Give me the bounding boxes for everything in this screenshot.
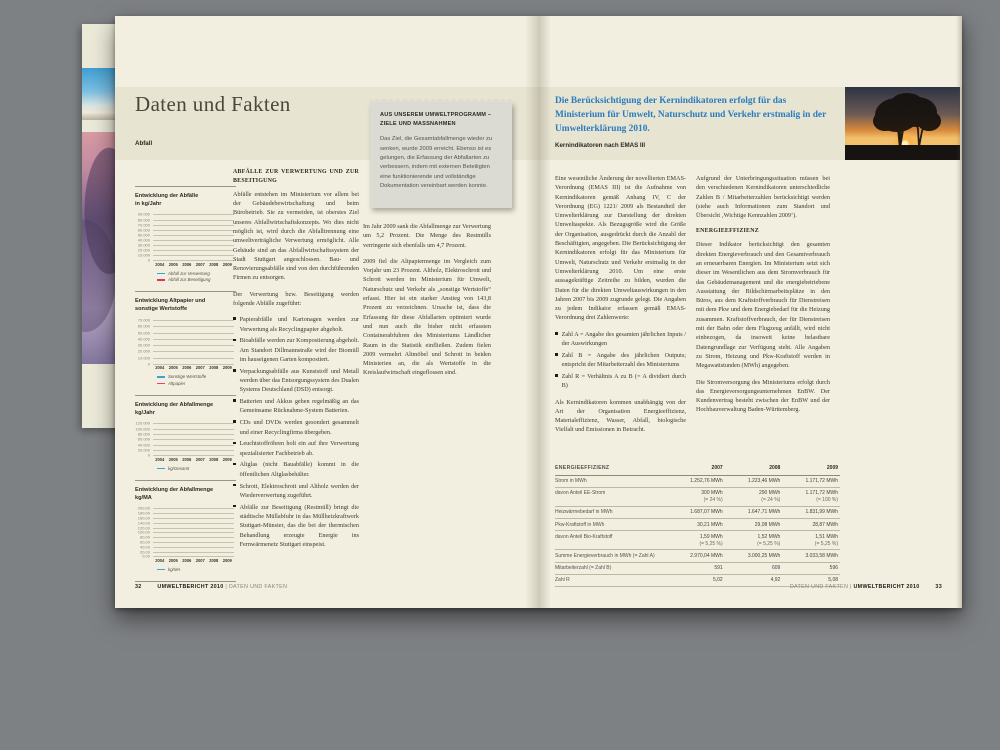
chart-subtitle: kg/Jahr <box>135 409 155 416</box>
cell <box>667 565 725 571</box>
page-number: 33 <box>935 584 942 590</box>
y-axis-tick-label: 60.000 <box>137 323 150 329</box>
chart-subtitle: in kg/Jahr <box>135 200 162 207</box>
bullet-item: CDs und DVDs werden gesondert gesammelt und einer Recyclingfirma übergeben. <box>233 418 359 437</box>
y-axis-tick-label: 40,00 <box>139 544 150 550</box>
cell <box>725 534 783 547</box>
cell-value: 5,08 <box>828 577 839 584</box>
x-axis-tick-label: 2008 <box>209 365 219 371</box>
cell-value: 1,59 MWh <box>699 533 723 540</box>
table-row <box>555 476 840 488</box>
sky-photo <box>82 68 116 120</box>
chart-plot-area <box>137 505 234 559</box>
bars-layer <box>153 508 234 556</box>
cell <box>782 577 840 583</box>
cell-value: 1.171,72 MWh <box>805 478 839 485</box>
x-axis-tick-label: 2009 <box>222 557 232 563</box>
paragraph: Als Kernindikatoren kommen unabhängig von der Art der Organisation Energieeffizienz, Materialeffizienz, Wasser, Abfall, biologische Vielfalt und Emissionen in Betracht. <box>555 398 686 434</box>
x-axis-tick-label: 2006 <box>182 261 192 267</box>
bars-layer <box>153 423 234 455</box>
y-axis-tick-label: 50.000 <box>137 232 150 238</box>
legend-swatch <box>157 468 165 470</box>
x-axis-tick-label: 2006 <box>182 557 192 563</box>
chart-legend <box>157 466 236 471</box>
note-body: Das Ziel, die Gesamtabfallmenge wieder zu senken, wurde 2009 erreicht. Ebenso ist es gelungen, die Erfassung der Abfallarten zu verbessern, indem mit externen Beteiligten eine funktionierende und vollständige Dokumentation vereinbart werden konnte. <box>380 136 493 190</box>
row-label: davon Anteil Bio-Kraftstoff <box>555 533 613 540</box>
x-axis <box>153 262 234 267</box>
table-row <box>555 507 840 519</box>
cell <box>782 490 840 503</box>
bullet-item: Bioabfälle werden zur Kompostierung abgeholt. Am Standort Dillmannstraße wird der Biomüll im hauseigenen Garten kompostiert. <box>233 336 359 364</box>
x-axis-tick-label: 2008 <box>209 557 219 563</box>
cell-value: 596 <box>829 565 839 572</box>
cell-value: 1.252,76 MWh <box>690 478 723 485</box>
footer-divider: | <box>849 584 852 590</box>
bullet-item: Verpackungsabfälle aus Kunststoff und Metall werden über das Entsorgungssystem des Dualen Systems Deutschland (DSD) entsorgt. <box>233 367 359 395</box>
legend-entry <box>157 381 236 386</box>
chart-altpapier-wertstoffe <box>135 291 236 385</box>
x-axis-tick-label: 2009 <box>222 456 232 462</box>
legend-label: Altpapier <box>168 380 186 386</box>
bars-layer <box>153 320 234 364</box>
cell-value: 1.647,71 MWh <box>747 509 781 516</box>
table-row <box>555 563 840 575</box>
legend-swatch <box>157 383 165 385</box>
paragraph: Dieser Indikator berücksichtigt den gesamten direkten Energieverbrauch und den Gesamtverbrauch an erneuerbaren Energien. Im Ministerium setzt sich dieser im Wesentlichen aus dem Stromverbrauch für das Gebäudemanagement und die energiebetriebene Ausstattung der Bildschirmarbeitsplätze in den Büros, aus dem Kraftstoffverbrauch für Dienstreisen mit dem Pkw und dem Energiebedarf für die Heizung zusammen. Kraftstoffverbrauch, der für Dienstreisen mit der Bahn oder dem Flugzeug anfällt, wird nicht einbezogen, da insoweit keine belastbare Datengrundlage zur Verfügung steht. Alle Angaben zu Strom, Heizung und Pkw-Kraftstoff werden in Megawattstunden (MWh) angegeben. <box>696 241 830 370</box>
chart-legend <box>157 374 236 386</box>
x-axis-tick-label: 2007 <box>195 261 205 267</box>
y-axis-tick-label: 20.000 <box>137 348 150 354</box>
tree-sunset-photo <box>845 87 960 160</box>
page-left <box>115 16 538 608</box>
cell <box>667 490 725 503</box>
y-axis-tick-label: 140,00 <box>137 520 150 526</box>
footer-section: DATEN UND FAKTEN <box>789 584 849 590</box>
y-axis-tick-label: 80,00 <box>139 534 150 540</box>
cell <box>667 509 725 515</box>
x-axis-tick-label: 2004 <box>155 365 165 371</box>
y-axis-tick-label: 10.000 <box>137 252 150 258</box>
legend-label: Abfall zur Verwertung <box>168 270 210 276</box>
y-axis-tick-label: 0 <box>147 361 150 367</box>
emas-subheading: Kernindikatoren nach EMAS III <box>555 142 646 149</box>
cell-value: 290 MWh <box>758 490 781 497</box>
cell <box>667 577 725 583</box>
y-axis-tick-label: 0,00 <box>142 553 150 559</box>
legend-entry <box>157 466 236 471</box>
cell-note: (= 100 %) <box>816 497 839 504</box>
cell <box>667 534 725 547</box>
energieeffizienz-table <box>555 462 840 587</box>
legend-entry <box>157 374 236 379</box>
footer-report-title: UMWELTBERICHT 2010 <box>157 584 224 590</box>
cell-note: (= 5,25 %) <box>757 540 781 547</box>
cell <box>725 553 783 559</box>
row-label: Mitarbeiterzahl (= Zahl B) <box>555 565 612 572</box>
cell <box>667 478 725 484</box>
chart-title: Entwicklung der Abfallmenge <box>135 401 214 408</box>
y-axis-tick-label: 70.000 <box>137 222 150 228</box>
cell-value: 591 <box>714 565 723 572</box>
chart-subtitle: sonstige Wertstoffe <box>135 306 188 313</box>
paragraph: Eine wesentliche Änderung der novellierten EMAS-Verordnung (EMAS III) ist die Aufnahme von Kernindikatoren gemäß Anhang IV, C der Verordnung (EG) 1221/ 2009 als Bestandteil der Umwelterklärung zur Darstellung der direkten Umweltaspekte. Als Bezugsgröße wird die Größe der Organisation, ausgedrückt durch die Anzahl der Beschäftigten, angegeben. Die Berücksichtigung der Kernindikatoren erfolgt für das Ministerium für Umwelt, Naturschutz und Verkehr erstmalig in der Umwelterklärung 2010. Um eine erste aussagekräftige Zeitreihe zu bilden, wurden die Daten für die direkten Umweltauswirkungen in den Jahren 2007 bis 2009 zugrunde gelegt. Die Angaben zu jedem Indikator erfassen gemäß EMAS-Verordnung drei Zahlenwerte: <box>555 175 686 322</box>
bullet-item: Leuchtstoffröhren holt ein auf ihre Verwertung spezialisierter Fachbetrieb ab. <box>233 439 359 458</box>
cell-note: (= 24 %) <box>703 497 723 504</box>
y-axis-tick-label: 60,00 <box>139 539 150 545</box>
legend-entry <box>157 271 236 276</box>
cell <box>725 522 783 528</box>
page-title: Daten und Fakten <box>135 92 291 116</box>
tree-sunset-illustration <box>845 87 960 160</box>
chart-title: Entwicklung Altpapier und <box>135 298 206 305</box>
paragraph: Im Jahr 2009 sank die Abfallmenge zur Verwertung um 5,2 Prozent. Die Menge des Restmülls verringerte sich ebenfalls um 4,7 Prozent. <box>363 223 491 249</box>
cell <box>782 534 840 547</box>
cell-value: 2.970,04 MWh <box>690 553 723 560</box>
right-footer <box>790 584 942 590</box>
cell-value: 3.000,25 MWh <box>747 553 781 560</box>
waste-bullet-list <box>233 315 359 549</box>
cell <box>667 553 725 559</box>
gridline <box>153 364 234 365</box>
chart-abfallmenge-kg-jahr <box>135 395 236 471</box>
mountain-photo <box>82 132 116 364</box>
y-axis-tick-label: 0 <box>147 452 150 458</box>
x-axis-tick-label: 2009 <box>222 365 232 371</box>
paragraph: Die Stromversorgung des Ministeriums erfolgt durch das Energieversorgungsunternehmen EnBW. Der Kundenvertrag besteht zwischen der EnBW und der Hochbauverwaltung Baden-Württemberg. <box>696 378 830 414</box>
legend-label: kg/Gesamt <box>168 465 190 471</box>
cell <box>725 509 783 515</box>
bars-layer <box>153 214 234 260</box>
charts-column <box>135 186 236 591</box>
legend-label: kg/MA <box>168 566 181 572</box>
cell-value: 3.033,58 MWh <box>805 553 839 560</box>
cell-value: 1.687,07 MWh <box>690 509 723 516</box>
cell-value: 1,51 MWh <box>815 533 839 540</box>
y-axis-tick-label: 100.000 <box>135 426 150 432</box>
legend-label: Sonstige Wertstoffe <box>168 374 207 380</box>
cell-value: 28,87 MWh <box>812 521 839 528</box>
year-column-header: 2009 <box>826 465 839 471</box>
cell-note: (= 5,25 %) <box>814 540 839 547</box>
cell-value: 1.223,46 MWh <box>747 478 781 485</box>
y-axis-tick-label: 60.000 <box>137 436 150 442</box>
chart-legend <box>157 271 236 283</box>
page-number: 32 <box>135 584 142 590</box>
year-column-header: 2008 <box>769 465 781 471</box>
x-axis-tick-label: 2004 <box>155 557 165 563</box>
section-label: Abfall <box>135 140 153 147</box>
footer-report-title: UMWELTBERICHT 2010 <box>853 584 920 590</box>
cell-value: 1.831,99 MWh <box>805 509 839 516</box>
cell-note: (= 5,25 %) <box>699 540 723 547</box>
y-axis-tick-label: 160,00 <box>137 515 150 521</box>
bullet-item: Zahl R = Verhältnis A zu B (= A dividiert durch B) <box>555 372 686 391</box>
y-axis-tick-label: 20,00 <box>139 549 150 555</box>
x-axis-tick-label: 2004 <box>155 456 165 462</box>
legend-swatch <box>157 279 165 281</box>
row-label: Summe Energieverbrauch in MWh (= Zahl A) <box>555 553 655 560</box>
cell-value: 1,52 MWh <box>757 533 781 540</box>
cell <box>782 478 840 484</box>
y-axis-tick-label: 20.000 <box>137 447 150 453</box>
table-row <box>555 519 840 531</box>
table-row <box>555 488 840 507</box>
cell <box>725 478 783 484</box>
chart-subtitle: kg/MA <box>135 494 152 501</box>
left-footer <box>135 584 287 590</box>
note-heading: AUS UNSEREM UMWELTPROGRAMM – ZIELE UND MASSNAHMEN <box>380 112 492 127</box>
y-axis-tick-label: 40.000 <box>137 336 150 342</box>
paragraph: 2009 fiel die Altpapiermenge im Vergleich zum Vorjahr um 23 Prozent. Altholz, Elektroschrott und Schrott werden im Ministerium für Umwelt, Naturschutz und Verkehr als „sonstige Wertstoffe“ erfasst. Hier ist ein starker Anstieg von 143,8 Prozent zu verzeichnen. Ursache ist, dass die Erfassung für diese Abfallarten optimiert wurde und nun auch die bisher nicht erfassten Containerabfuhren des Ministeriums Ländlicher Raum in die Statistik einfließen. Zudem fielen 2009 vermehrt Altmöbel und Schrott in beiden Ministerien an, die als Wertstoffe in die Kreislaufwirtschaft eingeflossen sind. <box>363 257 491 377</box>
cell <box>782 565 840 571</box>
paragraph: Aufgrund der Unterbringungssituation müssen bei den verschiedenen Kernindikatoren unterschiedliche Zahlen B / Mitarbeiterzahlen berücksichtigt werden (siehe auch Informationen zum Standort und Übersicht ‚Wichtige Kennzahlen 2009‘). <box>696 175 830 220</box>
y-axis-tick-label: 70.000 <box>137 317 150 323</box>
cell <box>782 509 840 515</box>
y-axis-tick-label: 80.000 <box>137 431 150 437</box>
cell-value: 29,08 MWh <box>754 521 781 528</box>
y-axis-tick-label: 180,00 <box>137 510 150 516</box>
year-column-header: 2007 <box>711 465 723 471</box>
x-axis-tick-label: 2006 <box>182 456 192 462</box>
bullet-item: Batterien und Akkus gehen regelmäßig an das Gemeinsame Rücknahme-System Batterien. <box>233 397 359 416</box>
gridline <box>153 260 234 261</box>
right-text-column-2 <box>696 174 830 422</box>
x-axis-tick-label: 2005 <box>168 456 178 462</box>
energieeffizienz-heading: ENERGIEEFFIZIENZ <box>696 228 759 235</box>
cell <box>725 490 783 503</box>
row-label: davon Anteil EE-Strom <box>555 490 606 497</box>
bullet-item: Papierabfälle und Kartonagen werden zur Verwertung als Recyclingpapier abgeholt. <box>233 315 359 334</box>
paragraph: Der Verwertung bzw. Beseitigung werden folgende Abfälle zugeführt: <box>233 290 359 307</box>
y-axis-tick-label: 200,00 <box>137 505 150 511</box>
x-axis-tick-label: 2006 <box>182 365 192 371</box>
x-axis-tick-label: 2009 <box>222 261 232 267</box>
page-right <box>538 16 962 608</box>
chart-title: Entwicklung der Abfälle <box>135 193 199 199</box>
chart-plot-area <box>137 317 234 367</box>
x-axis-tick-label: 2005 <box>168 557 178 563</box>
y-axis-tick-label: 30.000 <box>137 342 150 348</box>
zahlenwerte-bullet-list <box>555 330 686 391</box>
gridline <box>153 455 234 456</box>
cell <box>725 577 783 583</box>
y-axis-tick-label: 50.000 <box>137 330 150 336</box>
legend-entry <box>157 567 236 572</box>
legend-swatch <box>157 376 165 378</box>
bullet-item: Zahl B = Angabe des jährlichen Outputs; entspricht der Mitarbeiterzahl des Ministeriums <box>555 351 686 370</box>
chart-legend <box>157 567 236 572</box>
x-axis <box>153 457 234 462</box>
x-axis-tick-label: 2005 <box>168 365 178 371</box>
chart-plot-area <box>137 211 234 263</box>
y-axis-tick-label: 40.000 <box>137 237 150 243</box>
table-title: ENERGIEEFFIZIENZ <box>555 465 610 471</box>
x-axis-tick-label: 2005 <box>168 261 178 267</box>
cell-value: 30,21 MWh <box>697 521 723 528</box>
x-axis-tick-label: 2008 <box>209 261 219 267</box>
legend-swatch <box>157 273 165 275</box>
row-label: Zahl R <box>555 577 570 584</box>
y-axis-tick-label: 40.000 <box>137 442 150 448</box>
table-row <box>555 531 840 550</box>
x-axis-tick-label: 2004 <box>155 261 165 267</box>
cell-value: 1.171,72 MWh <box>805 490 839 497</box>
y-axis-tick-label: 100,00 <box>137 529 150 535</box>
report-spread <box>115 16 962 608</box>
y-axis-tick-label: 90.000 <box>137 211 150 217</box>
footer-divider: | <box>225 584 228 590</box>
chart-abfallmenge-kg-ma <box>135 480 236 582</box>
table-header-row <box>555 462 840 476</box>
table-row <box>555 550 840 562</box>
row-label: Strom in MWh <box>555 478 587 485</box>
left-text-column-2 <box>363 222 491 385</box>
bullet-item: Zahl A = Angabe des gesamten jährlichen Inputs / der Auswirkungen <box>555 330 686 349</box>
right-text-column-1 <box>555 174 686 442</box>
bullet-item: Abfälle zur Beseitigung (Restmüll) bringt die städtische Müllabfuhr in das Müllheizkraftwerk Stuttgart-Münster, das die bei der thermischen Behandlung erzeugte Energie ins Fernwärmenetz Stuttgart einspeist. <box>233 503 359 549</box>
y-axis-tick-label: 120,00 <box>137 525 150 531</box>
y-axis-tick-label: 10.000 <box>137 355 150 361</box>
cell-note: (= 24 %) <box>761 497 781 504</box>
cell-value: 300 MWh <box>701 490 723 497</box>
footer-section: DATEN UND FAKTEN <box>228 584 288 590</box>
cell-value: 4,92 <box>770 577 781 584</box>
x-axis-tick-label: 2007 <box>195 456 205 462</box>
cell <box>782 522 840 528</box>
cell-value: 5,02 <box>712 577 723 584</box>
row-label: Heizwärmebedarf in MWh <box>555 509 613 516</box>
row-label: Pkw-Kraftstoff in MWh <box>555 521 605 528</box>
x-axis-tick-label: 2008 <box>209 456 219 462</box>
y-axis-tick-label: 30.000 <box>137 242 150 248</box>
y-axis-tick-label: 20.000 <box>137 247 150 253</box>
legend-swatch <box>157 569 165 571</box>
x-axis-tick-label: 2007 <box>195 557 205 563</box>
legend-label: Abfall zur Beseitigung <box>168 277 211 283</box>
chart-abfaelle-kg-jahr <box>135 186 236 282</box>
y-axis-tick-label: 80.000 <box>137 217 150 223</box>
chart-plot-area <box>135 420 234 458</box>
y-axis-tick-label: 0 <box>147 257 150 263</box>
paragraph: Abfälle entstehen im Ministerium vor allem bei der Gebäudebewirtschaftung und beim Bürobetrieb. Sie zu vermeiden, ist oberstes Ziel unseres Abfallwirtschaftskonzepts. Wo dies nicht möglich ist, wird durch die Abfalltrennung eine umweltverträgliche Verwertung ermöglicht. Alle Gebäude sind an das Abfallwirtschaftssystem der Stadt Stuttgart angeschlossen. Bau- und Renovierungsabfälle sind von den durchführenden Firmen zu entsorgen. <box>233 190 359 282</box>
bullet-item: Altglas (nicht Bauabfälle) kommt in die öffentlichen Altglasbehälter. <box>233 460 359 479</box>
column-heading: ABFÄLLE ZUR VERWERTUNG UND ZUR BESEITIGUNG <box>233 169 359 184</box>
left-text-column-1 <box>233 168 359 552</box>
cell <box>725 565 783 571</box>
y-axis-tick-label: 120.000 <box>135 420 150 426</box>
environment-program-note <box>370 102 512 208</box>
x-axis-tick-label: 2007 <box>195 365 205 371</box>
legend-entry <box>157 277 236 282</box>
x-axis <box>153 558 234 563</box>
bullet-item: Schrott, Elektroschrott und Altholz werden der Wiederverwertung zugeführt. <box>233 482 359 501</box>
cell-value: 609 <box>772 565 781 572</box>
y-axis-tick-label: 60.000 <box>137 227 150 233</box>
cell <box>782 553 840 559</box>
gridline <box>153 556 234 557</box>
x-axis <box>153 365 234 370</box>
kernindikatoren-headline: Die Berücksichtigung der Kernindikatoren erfolgt für das Ministerium für Umwelt, Naturschutz und Verkehr erstmalig in der Umwelterklärung 2010. <box>555 96 827 135</box>
chart-title: Entwicklung der Abfallmenge <box>135 486 214 493</box>
cell <box>667 522 725 528</box>
